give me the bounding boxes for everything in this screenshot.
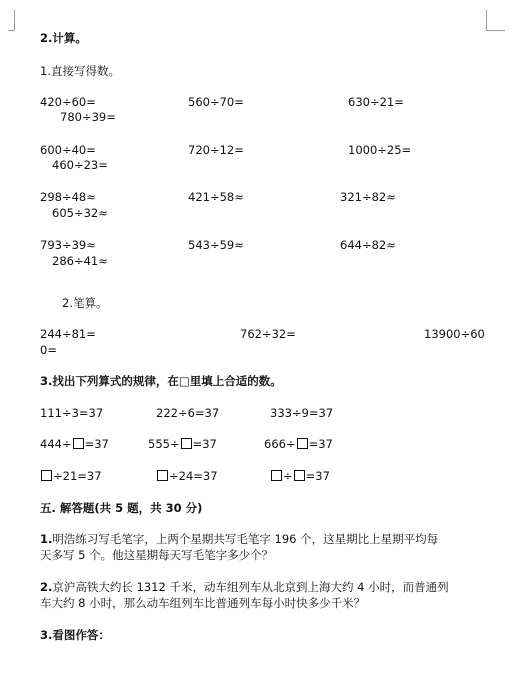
answer-box[interactable]	[181, 438, 192, 449]
section-3-title: 3.找出下列算式的规律，在□里填上合适的数。	[40, 374, 282, 388]
problem-3-4: 605÷32≈	[52, 206, 108, 220]
question-2-line-2: 车大约 8 小时，那么动车组列车比普通列车每小时快多少千米？	[40, 596, 366, 610]
question-2-line-1: 2.京沪高铁大约长 1312 千米，动车组列车从北京到上海大约 4 小时，而普通列	[40, 580, 449, 594]
answer-box[interactable]	[271, 470, 282, 481]
problem-3-3: 321÷82≈	[340, 190, 396, 204]
answer-box[interactable]	[294, 470, 305, 481]
problem-4-1: 793÷39≈	[40, 238, 96, 252]
pattern-1-1: 111÷3=37	[40, 406, 104, 420]
question-3-title: 3.看图作答：	[40, 628, 110, 642]
problem-4-3: 644÷82≈	[340, 238, 396, 252]
pattern-3-3: ÷ =37	[270, 469, 330, 483]
question-1-line-1: 1.明浩练习写毛笔字，上两个星期共写毛笔字 196 个，这星期比上星期平均每	[40, 532, 439, 546]
subsection-2-title: 2.笔算。	[62, 296, 108, 310]
problem-2-2: 720÷12=	[188, 143, 244, 157]
pattern-2-1: 444÷ =37	[40, 437, 109, 451]
pattern-2-2: 555÷ =37	[148, 437, 217, 451]
section-2-title: 2.计算。	[40, 31, 87, 45]
problem-2-1: 600÷40=	[40, 143, 96, 157]
subsection-1-title: 1.直接写得数。	[40, 64, 120, 78]
problem-4-4: 286÷41≈	[52, 254, 108, 268]
pattern-2-3: 666÷ =37	[264, 437, 333, 451]
answer-box[interactable]	[41, 470, 52, 481]
problem-1-1: 420÷60=	[40, 95, 96, 109]
answer-box[interactable]	[73, 438, 84, 449]
written-problem-3-wrap: 0=	[40, 343, 57, 357]
written-problem-1: 244÷81=	[40, 327, 96, 341]
pattern-1-2: 222÷6=37	[156, 406, 220, 420]
problem-2-4: 460÷23=	[52, 158, 108, 172]
problem-4-2: 543÷59≈	[188, 238, 244, 252]
question-1-line-2: 天多写 5 个。他这星期每天写毛笔字多少个？	[40, 548, 274, 562]
answer-box[interactable]	[157, 470, 168, 481]
pattern-3-1: ÷21=37	[40, 469, 102, 483]
problem-1-3: 630÷21=	[348, 95, 404, 109]
pattern-1-3: 333÷9=37	[270, 406, 334, 420]
problem-1-4: 780÷39=	[60, 110, 116, 124]
page-corner-mark-right	[486, 10, 505, 31]
answer-box[interactable]	[297, 438, 308, 449]
written-problem-3: 13900÷60	[424, 327, 485, 341]
pattern-3-2: ÷24=37	[156, 469, 218, 483]
part-5-title: 五. 解答题(共 5 题，共 30 分)	[40, 501, 203, 515]
problem-3-1: 298÷48≈	[40, 190, 96, 204]
page-corner-mark-left	[8, 10, 15, 31]
problem-3-2: 421÷58≈	[188, 190, 244, 204]
written-problem-2: 762÷32=	[240, 327, 296, 341]
problem-1-2: 560÷70=	[188, 95, 244, 109]
problem-2-3: 1000÷25=	[348, 143, 412, 157]
